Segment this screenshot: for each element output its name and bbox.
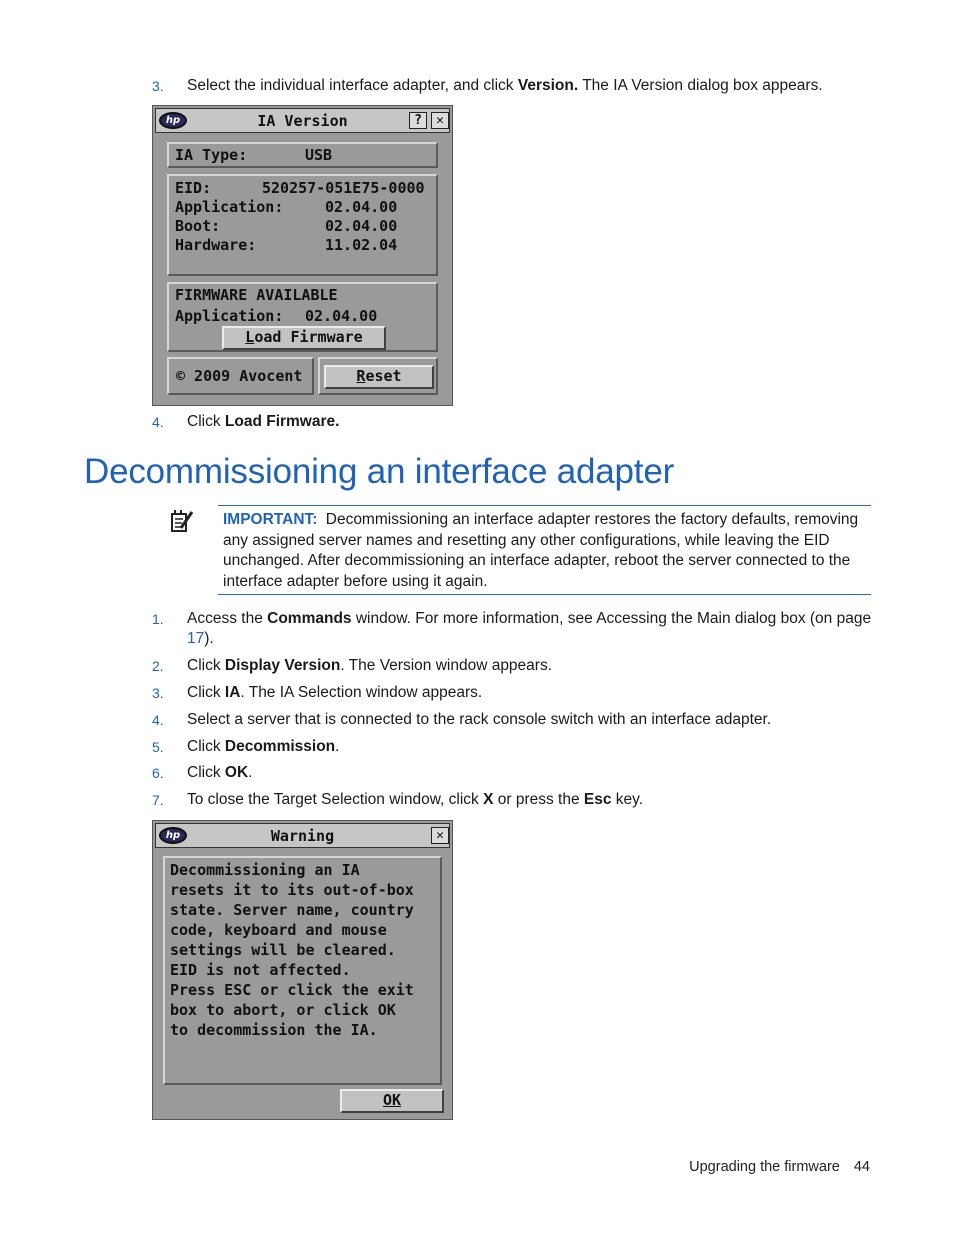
- firmware-application-label: Application:: [175, 307, 284, 325]
- bold-term: Display Version: [224, 657, 341, 674]
- application-label: Application:: [175, 198, 284, 216]
- warning-line: to decommission the IA.: [170, 1021, 378, 1039]
- ia-version-dialog: [152, 105, 453, 406]
- eid-value: 520257-051E75-0000: [262, 179, 425, 197]
- warning-line: Press ESC or click the exit: [170, 981, 414, 999]
- version-info-group: [167, 174, 438, 276]
- note-top-rule: [218, 505, 871, 506]
- step-text: Click Load Firmware.: [187, 413, 340, 430]
- hp-logo-icon: hp: [159, 827, 187, 844]
- footer-section: Upgrading the firmware: [689, 1159, 840, 1175]
- step-number: 4.: [152, 414, 164, 430]
- ia-type-value: USB: [305, 146, 333, 164]
- important-text: Decommissioning an interface adapter restores the factory defaults, removing any assigned server names and resetting any other configurations, while leaving the EID unchanged. After decommissioning an interface adapter, reboot the server connected to the interface adapter before using it again.: [223, 511, 859, 590]
- warning-line: EID is not affected.: [170, 961, 351, 979]
- important-note-icon: [170, 509, 196, 533]
- firmware-available-group: [167, 282, 438, 352]
- page-footer: [689, 1159, 870, 1175]
- firmware-application-value: 02.04.00: [305, 307, 378, 325]
- load-firmware-mnemonic: L: [245, 328, 255, 346]
- warning-message-group: [163, 856, 442, 1085]
- copyright-text: © 2009 Avocent: [176, 367, 303, 385]
- bold-term: Commands: [267, 610, 352, 627]
- application-value: 02.04.00: [325, 198, 398, 216]
- firmware-header: FIRMWARE AVAILABLE: [175, 286, 338, 304]
- note-bottom-rule: [218, 594, 871, 595]
- step-number: 5.: [152, 739, 164, 755]
- reset-label: eset: [365, 367, 402, 385]
- step-number: 3.: [152, 685, 164, 701]
- load-firmware-label: oad Firmware: [254, 328, 363, 346]
- step-text: To close the Target Selection window, click X or press the Esc key.: [187, 791, 644, 808]
- step-text: Access the Commands window. For more information, see Accessing the Main dialog box (on page 17).: [187, 610, 872, 647]
- step-number: 7.: [152, 792, 164, 808]
- step-number: 1.: [152, 611, 164, 627]
- warning-line: settings will be cleared.: [170, 941, 396, 959]
- dialog-title: IA Version: [257, 112, 348, 130]
- hp-logo-icon: hp: [159, 112, 187, 129]
- copyright-group: [167, 357, 314, 395]
- dialog-title-bar: [155, 823, 450, 848]
- eid-label: EID:: [175, 179, 212, 197]
- bold-term: Load Firmware.: [224, 413, 340, 430]
- warning-dialog: [152, 820, 453, 1120]
- boot-value: 02.04.00: [325, 217, 398, 235]
- ia-type-group: [167, 142, 438, 168]
- reset-group: [318, 357, 438, 395]
- ok-label: OK: [382, 1091, 402, 1109]
- step-text: Click OK.: [187, 764, 253, 781]
- hardware-label: Hardware:: [175, 236, 257, 254]
- ia-type-label: IA Type:: [175, 146, 248, 164]
- boot-label: Boot:: [175, 217, 221, 235]
- bold-term: OK: [224, 764, 249, 781]
- warning-line: Decommissioning an IA: [170, 861, 360, 879]
- close-icon[interactable]: ✕: [431, 112, 449, 129]
- close-icon[interactable]: ✕: [431, 827, 449, 844]
- warning-line: resets it to its out-of-box: [170, 881, 414, 899]
- bold-term: X: [483, 791, 494, 808]
- bold-term: Version.: [517, 77, 579, 94]
- step-text: Click Display Version. The Version window appears.: [187, 657, 553, 674]
- dialog-title-bar: [155, 108, 450, 133]
- warning-line: state. Server name, country: [170, 901, 414, 919]
- reset-mnemonic: R: [356, 367, 366, 385]
- reset-button[interactable]: [324, 365, 434, 389]
- dialog-title: Warning: [270, 827, 335, 845]
- step-text: Click Decommission.: [187, 738, 340, 755]
- step-number: 6.: [152, 765, 164, 781]
- step-text: Click IA. The IA Selection window appears.: [187, 684, 483, 701]
- step-text: Select the individual interface adapter, and click Version. The IA Version dialog box appears.: [187, 77, 823, 94]
- step-text: Select a server that is connected to the rack console switch with an interface adapter.: [187, 711, 772, 728]
- help-icon[interactable]: ?: [409, 112, 427, 129]
- important-label: IMPORTANT:: [223, 511, 318, 528]
- section-heading: Decommissioning an interface adapter: [84, 452, 675, 491]
- hardware-value: 11.02.04: [325, 236, 398, 254]
- bold-term: IA: [224, 684, 241, 701]
- warning-line: code, keyboard and mouse: [170, 921, 387, 939]
- ok-button[interactable]: [340, 1089, 444, 1113]
- bold-term: Esc: [583, 791, 612, 808]
- step-number: 2.: [152, 658, 164, 674]
- page-link[interactable]: 17: [187, 630, 205, 647]
- bold-term: Decommission: [224, 738, 336, 755]
- important-note: [223, 510, 863, 592]
- load-firmware-button[interactable]: [222, 326, 386, 350]
- step-number: 3.: [152, 78, 164, 94]
- page-number: 44: [853, 1159, 870, 1175]
- step-number: 4.: [152, 712, 164, 728]
- warning-line: box to abort, or click OK: [170, 1001, 396, 1019]
